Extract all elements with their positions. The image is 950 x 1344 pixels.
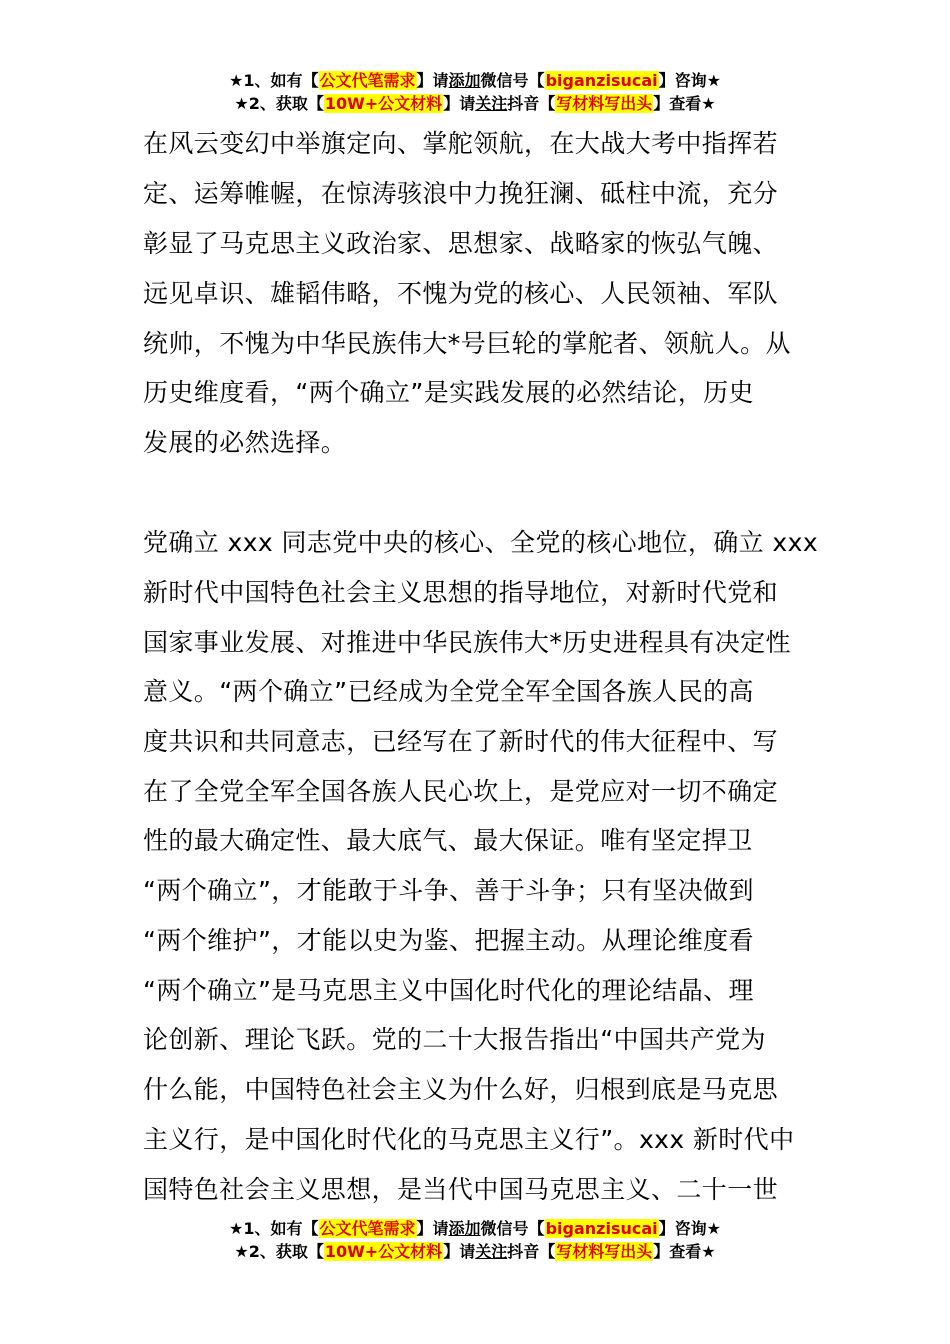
highlight-ghostwriting: 公文代笔需求 — [319, 1219, 416, 1238]
highlight-wechat-id: biganzisucai — [545, 71, 658, 90]
banner-text: ★2、获取【 — [234, 1242, 324, 1261]
header-banner-line-2 — [0, 93, 950, 115]
paragraph-line: 远见卓识、雄韬伟略，不愧为党的核心、人民领袖、军队 — [143, 279, 779, 308]
paragraph-line: 在了全党全军全国各族人民心坎上，是党应对一切不确定 — [143, 777, 779, 806]
banner-text: 】请 — [416, 71, 449, 90]
banner-text: 】请 — [443, 1242, 476, 1261]
underlined-text: 关注 — [475, 1242, 508, 1261]
banner-text: ★2、获取【 — [234, 94, 324, 113]
highlight-wechat-id: biganzisucai — [545, 1219, 658, 1238]
paragraph-line: 意义。“两个确立”已经成为全党全军全国各族人民的高 — [143, 677, 754, 706]
paragraph-line: 国家事业发展、对推进中华民族伟大*历史进程具有决定性 — [143, 628, 791, 657]
highlight-materials: 10W+公文材料 — [324, 94, 443, 113]
paragraph-line: 党确立 xxx 同志党中央的核心、全党的核心地位，确立 xxx — [143, 528, 819, 557]
banner-text: 】查看★ — [653, 94, 716, 113]
paragraph-line: “两个确立”是马克思主义中国化时代化的理论结晶、理 — [143, 976, 754, 1005]
banner-text: 】咨询★ — [658, 1219, 721, 1238]
paragraph-line: 定、运筹帷幄，在惊涛骇浪中力挽狂澜、砥柱中流，充分 — [143, 179, 779, 208]
paragraph-line: 新时代中国特色社会主义思想的指导地位，对新时代党和 — [143, 578, 779, 607]
highlight-douyin-account: 写材料写出头 — [556, 1242, 653, 1261]
underlined-text: 添加 — [448, 71, 481, 90]
paragraph-line: 彰显了马克思主义政治家、思想家、战略家的恢弘气魄、 — [143, 229, 779, 258]
paragraph-line: 度共识和共同意志，已经写在了新时代的伟大征程中、写 — [143, 727, 779, 756]
paragraph-line: 统帅，不愧为中华民族伟大*号巨轮的掌舵者、领航人。从 — [143, 329, 791, 358]
banner-text: 】请 — [416, 1219, 449, 1238]
paragraph-line: 国特色社会主义思想，是当代中国马克思主义、二十一世 — [143, 1175, 779, 1204]
banner-text: 微信号【 — [480, 71, 545, 90]
banner-text: 】查看★ — [653, 1242, 716, 1261]
paragraph-line: 什么能，中国特色社会主义为什么好，归根到底是马克思 — [143, 1075, 779, 1104]
banner-text: 抖音【 — [507, 94, 556, 113]
highlight-materials: 10W+公文材料 — [324, 1242, 443, 1261]
banner-text: 】请 — [443, 94, 476, 113]
footer-banner-line-1 — [0, 1218, 950, 1240]
paragraph-line: “两个维护”，才能以史为鉴、把握主动。从理论维度看 — [143, 926, 754, 955]
underlined-text: 添加 — [448, 1219, 481, 1238]
highlight-ghostwriting: 公文代笔需求 — [319, 71, 416, 90]
paragraph-line: “两个确立”，才能敢于斗争、善于斗争；只有坚决做到 — [143, 876, 754, 905]
banner-text: ★1、如有【 — [229, 1219, 319, 1238]
paragraph-line: 在风云变幻中举旗定向、掌舵领航，在大战大考中指挥若 — [143, 129, 779, 158]
footer-banner-line-2 — [0, 1241, 950, 1263]
underlined-text: 关注 — [475, 94, 508, 113]
banner-text: ★1、如有【 — [229, 71, 319, 90]
banner-text: 】咨询★ — [658, 71, 721, 90]
paragraph-line: 历史维度看，“两个确立”是实践发展的必然结论，历史 — [143, 378, 754, 407]
paragraph-line: 性的最大确定性、最大底气、最大保证。唯有坚定捍卫 — [143, 826, 753, 855]
paragraph-line: 发展的必然选择。 — [143, 428, 347, 457]
highlight-douyin-account: 写材料写出头 — [556, 94, 653, 113]
paragraph-line: 论创新、理论飞跃。党的二十大报告指出“中国共产党为 — [143, 1025, 766, 1054]
banner-text: 抖音【 — [507, 1242, 556, 1261]
paragraph-line: 主义行，是中国化时代化的马克思主义行”。xxx 新时代中 — [143, 1125, 795, 1154]
header-banner-line-1 — [0, 70, 950, 92]
banner-text: 微信号【 — [480, 1219, 545, 1238]
